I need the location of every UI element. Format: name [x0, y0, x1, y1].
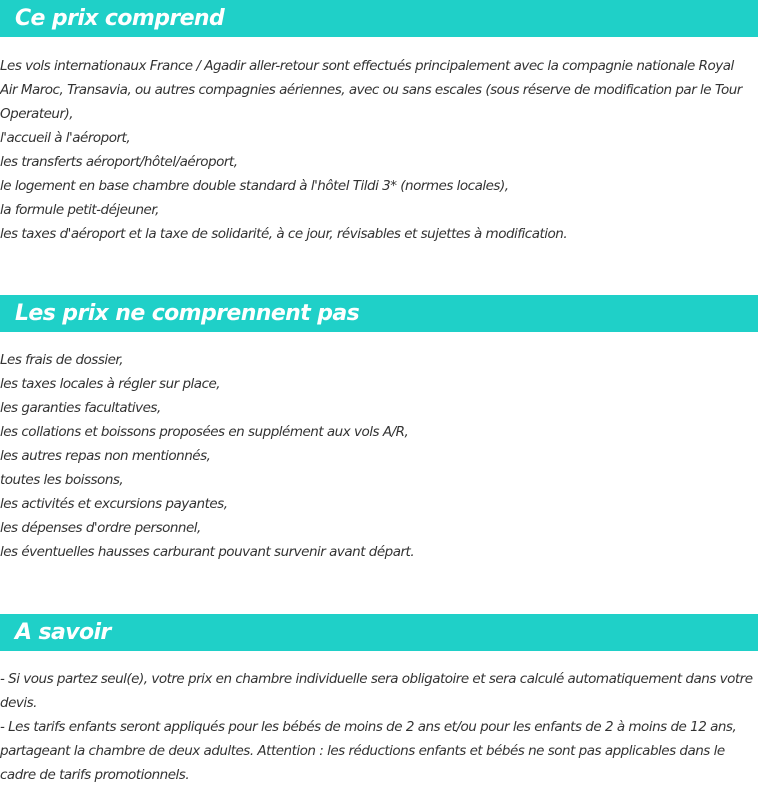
excluded-list — [0, 348, 758, 564]
list-item: les dépenses d'ordre personnel, — [0, 520, 201, 536]
list-item: les transferts aéroport/hôtel/aéroport, — [0, 154, 238, 170]
info-list — [0, 667, 758, 787]
included-list — [0, 54, 758, 246]
section-price-excludes — [0, 295, 758, 564]
list-item: Les frais de dossier, — [0, 352, 124, 368]
list-item: - Si vous partez seul(e), votre prix en chambre individuelle sera obligatoire et sera calculé automatiquement dans votre devis. — [0, 671, 753, 711]
list-item: Les vols internationaux France / Agadir aller-retour sont effectués principalement avec la compagnie nationale Royal Air Maroc, Transavia, ou autres compagnies aériennes, avec ou sans escales (sous réserve de modification par le Tour Operateur), — [0, 58, 742, 122]
list-item: les activités et excursions payantes, — [0, 496, 228, 512]
list-item: les autres repas non mentionnés, — [0, 448, 211, 464]
section-header — [0, 295, 758, 332]
section-title: Les prix ne comprennent pas — [15, 301, 360, 326]
list-item: toutes les boissons, — [0, 472, 124, 488]
list-item: les garanties facultatives, — [0, 400, 161, 416]
section-title: Ce prix comprend — [15, 6, 225, 31]
section-header — [0, 614, 758, 651]
list-item: la formule petit-déjeuner, — [0, 202, 159, 218]
section-header — [0, 0, 758, 37]
list-item: les taxes d'aéroport et la taxe de solidarité, à ce jour, révisables et sujettes à modification. — [0, 226, 568, 242]
list-item: les éventuelles hausses carburant pouvant survenir avant départ. — [0, 544, 415, 560]
list-item: les taxes locales à régler sur place, — [0, 376, 221, 392]
section-title: A savoir — [15, 620, 111, 645]
list-item: les collations et boissons proposées en supplément aux vols A/R, — [0, 424, 409, 440]
list-item: l'accueil à l'aéroport, — [0, 130, 131, 146]
list-item: le logement en base chambre double standard à l'hôtel Tildi 3* (normes locales), — [0, 178, 509, 194]
section-good-to-know — [0, 614, 758, 787]
section-price-includes — [0, 0, 758, 246]
list-item: - Les tarifs enfants seront appliqués pour les bébés de moins de 2 ans et/ou pour les enfants de 2 à moins de 12 ans, partageant la chambre de deux adultes. Attention : les réductions enfants et bébés ne sont pas applicables dans le cadre de tarifs promotionnels. — [0, 719, 737, 783]
